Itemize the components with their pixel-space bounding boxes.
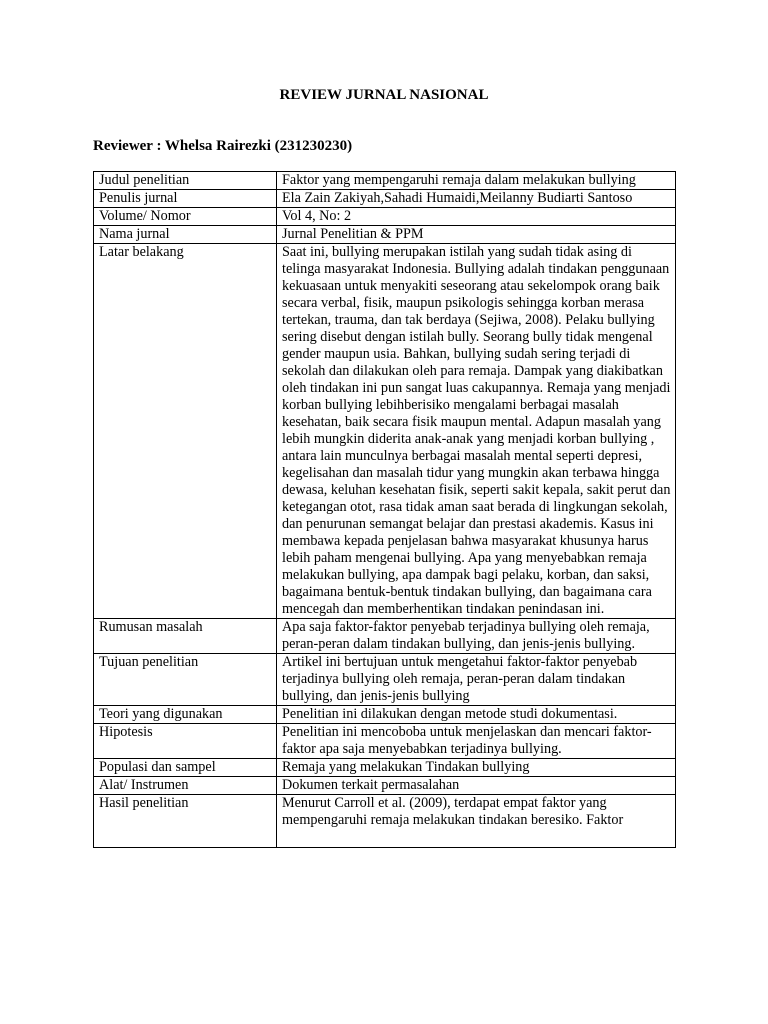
row-value: Penelitian ini dilakukan dengan metode studi dokumentasi. (277, 706, 676, 724)
row-label: Teori yang digunakan (94, 706, 277, 724)
row-label: Judul penelitian (94, 172, 277, 190)
reviewer-line: Reviewer : Whelsa Rairezki (231230230) (93, 138, 353, 154)
row-value: Artikel ini bertujuan untuk mengetahui faktor-faktor penyebab terjadinya bullying oleh remaja, peran-peran dalam tindakan bullying, dan jenis-jenis bullying (277, 654, 676, 706)
row-label: Tujuan penelitian (94, 654, 277, 706)
document-title: REVIEW JURNAL NASIONAL (279, 87, 489, 103)
row-hipotesis (94, 724, 676, 759)
row-alat-instrumen (94, 777, 676, 795)
row-value: Penelitian ini mencoboba untuk menjelaskan dan mencari faktor-faktor apa saja menyebabkan terjadinya bullying. (277, 724, 676, 759)
row-populasi-sampel (94, 759, 676, 777)
row-teori (94, 706, 676, 724)
row-label: Volume/ Nomor (94, 208, 277, 226)
row-volume-nomor (94, 208, 676, 226)
row-judul-penelitian (94, 172, 676, 190)
row-value: Faktor yang mempengaruhi remaja dalam melakukan bullying (277, 172, 676, 190)
row-nama-jurnal (94, 226, 676, 244)
row-label: Populasi dan sampel (94, 759, 277, 777)
row-label: Penulis jurnal (94, 190, 277, 208)
row-value: Saat ini, bullying merupakan istilah yang sudah tidak asing di telinga masyarakat Indonesia. Bullying adalah tindakan penggunaan kekuasaan untuk menyakiti seseorang atau sekelompok orang baik secara verbal, fisik, maupun psikologis sehingga korban merasa tertekan, trauma, dan tak berdaya (Sejiwa, 2008). Pelaku bullying sering disebut dengan istilah bully. Seorang bully tidak mengenal gender maupun usia. Bahkan, bullying sudah sering terjadi di sekolah dan dilakukan oleh para remaja. Dampak yang diakibatkan oleh tindakan ini pun sangat luas cakupannya. Remaja yang menjadi korban bullying lebihberisiko mengalami berbagai masalah kesehatan, baik secara fisik maupun mental. Adapun masalah yang lebih mungkin diderita anak-anak yang menjadi korban bullying , antara lain munculnya berbagai masalah mental seperti depresi, kegelisahan dan masalah tidur yang mungkin akan terbawa hingga dewasa, keluhan kesehatan fisik, seperti sakit kepala, sakit perut dan ketegangan otot, rasa tidak aman saat berada di lingkungan sekolah, dan penurunan semangat belajar dan prestasi akademis. Kasus ini membawa kepada penjelasan bahwa masyarakat khusunya harus lebih paham mengenai bullying. Apa yang menyebabkan remaja melakukan bullying, apa dampak bagi pelaku, korban, dan saksi, bagaimana bentuk-bentuk tindakan bullying, dan bagaimana cara mencegah dan memberhentikan tindakan penindasan ini. (277, 244, 676, 619)
row-tujuan-penelitian (94, 654, 676, 706)
review-table (93, 171, 676, 848)
row-value: Vol 4, No: 2 (277, 208, 676, 226)
row-value: Jurnal Penelitian & PPM (277, 226, 676, 244)
row-label: Hasil penelitian (94, 795, 277, 848)
row-hasil-penelitian (94, 795, 676, 848)
row-label: Alat/ Instrumen (94, 777, 277, 795)
row-label: Hipotesis (94, 724, 277, 759)
row-value: Ela Zain Zakiyah,Sahadi Humaidi,Meilanny Budiarti Santoso (277, 190, 676, 208)
row-label: Rumusan masalah (94, 619, 277, 654)
row-latar-belakang (94, 244, 676, 619)
row-value: Dokumen terkait permasalahan (277, 777, 676, 795)
row-value: Apa saja faktor-faktor penyebab terjadinya bullying oleh remaja, peran-peran dalam tindakan bullying, dan jenis-jenis bullying. (277, 619, 676, 654)
row-value: Menurut Carroll et al. (2009), terdapat empat faktor yang mempengaruhi remaja melakukan tindakan beresiko. Faktor (277, 795, 676, 848)
row-label: Nama jurnal (94, 226, 277, 244)
row-rumusan-masalah (94, 619, 676, 654)
row-label: Latar belakang (94, 244, 277, 619)
row-value: Remaja yang melakukan Tindakan bullying (277, 759, 676, 777)
row-penulis-jurnal (94, 190, 676, 208)
